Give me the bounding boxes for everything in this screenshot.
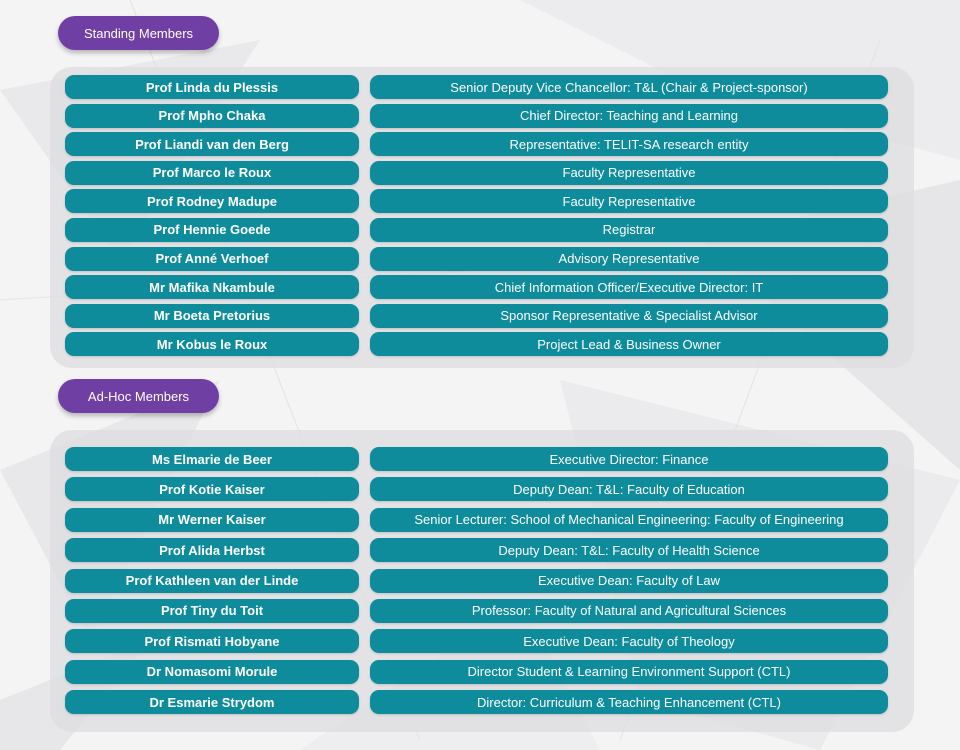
- member-row: [65, 161, 888, 185]
- member-row: [65, 660, 888, 684]
- adhoc-members-panel: [50, 430, 914, 732]
- member-role: Faculty Representative: [370, 161, 888, 185]
- member-name: Prof Rodney Madupe: [65, 189, 359, 213]
- member-row: [65, 132, 888, 156]
- member-name: Prof Anné Verhoef: [65, 247, 359, 271]
- member-row: [65, 690, 888, 714]
- standing-members-heading: Standing Members: [58, 16, 219, 50]
- member-role: Professor: Faculty of Natural and Agricultural Sciences: [370, 599, 888, 623]
- member-name: Prof Alida Herbst: [65, 538, 359, 562]
- member-name: Prof Mpho Chaka: [65, 104, 359, 128]
- member-row: [65, 304, 888, 328]
- member-row: [65, 538, 888, 562]
- member-role: Deputy Dean: T&L: Faculty of Education: [370, 477, 888, 501]
- member-row: [65, 275, 888, 299]
- member-row: [65, 569, 888, 593]
- member-role: Chief Director: Teaching and Learning: [370, 104, 888, 128]
- member-role: Advisory Representative: [370, 247, 888, 271]
- adhoc-members-list: [65, 447, 888, 714]
- member-name: Prof Marco le Roux: [65, 161, 359, 185]
- member-name: Mr Kobus le Roux: [65, 332, 359, 356]
- member-role: Registrar: [370, 218, 888, 242]
- member-role: Director Student & Learning Environment Support (CTL): [370, 660, 888, 684]
- member-role: Director: Curriculum & Teaching Enhancement (CTL): [370, 690, 888, 714]
- member-row: [65, 247, 888, 271]
- member-name: Dr Nomasomi Morule: [65, 660, 359, 684]
- member-row: [65, 189, 888, 213]
- member-name: Mr Boeta Pretorius: [65, 304, 359, 328]
- member-name: Ms Elmarie de Beer: [65, 447, 359, 471]
- member-name: Prof Linda du Plessis: [65, 75, 359, 99]
- standing-members-panel: [50, 67, 914, 368]
- member-row: [65, 508, 888, 532]
- member-row: [65, 104, 888, 128]
- member-role: Senior Lecturer: School of Mechanical Engineering: Faculty of Engineering: [370, 508, 888, 532]
- member-role: Chief Information Officer/Executive Director: IT: [370, 275, 888, 299]
- member-role: Senior Deputy Vice Chancellor: T&L (Chair & Project-sponsor): [370, 75, 888, 99]
- member-row: [65, 447, 888, 471]
- member-row: [65, 599, 888, 623]
- member-name: Prof Rismati Hobyane: [65, 629, 359, 653]
- member-row: [65, 629, 888, 653]
- adhoc-members-heading: Ad-Hoc Members: [58, 379, 219, 413]
- member-role: Executive Director: Finance: [370, 447, 888, 471]
- member-row: [65, 477, 888, 501]
- member-row: [65, 332, 888, 356]
- member-name: Prof Kotie Kaiser: [65, 477, 359, 501]
- member-name: Mr Werner Kaiser: [65, 508, 359, 532]
- member-role: Sponsor Representative & Specialist Advisor: [370, 304, 888, 328]
- standing-members-list: [65, 75, 888, 356]
- member-role: Faculty Representative: [370, 189, 888, 213]
- member-row: [65, 75, 888, 99]
- member-name: Prof Hennie Goede: [65, 218, 359, 242]
- member-role: Executive Dean: Faculty of Law: [370, 569, 888, 593]
- member-role: Deputy Dean: T&L: Faculty of Health Science: [370, 538, 888, 562]
- member-name: Mr Mafika Nkambule: [65, 275, 359, 299]
- member-name: Prof Liandi van den Berg: [65, 132, 359, 156]
- member-row: [65, 218, 888, 242]
- member-name: Dr Esmarie Strydom: [65, 690, 359, 714]
- member-role: Project Lead & Business Owner: [370, 332, 888, 356]
- member-name: Prof Kathleen van der Linde: [65, 569, 359, 593]
- member-role: Representative: TELIT-SA research entity: [370, 132, 888, 156]
- member-name: Prof Tiny du Toit: [65, 599, 359, 623]
- member-role: Executive Dean: Faculty of Theology: [370, 629, 888, 653]
